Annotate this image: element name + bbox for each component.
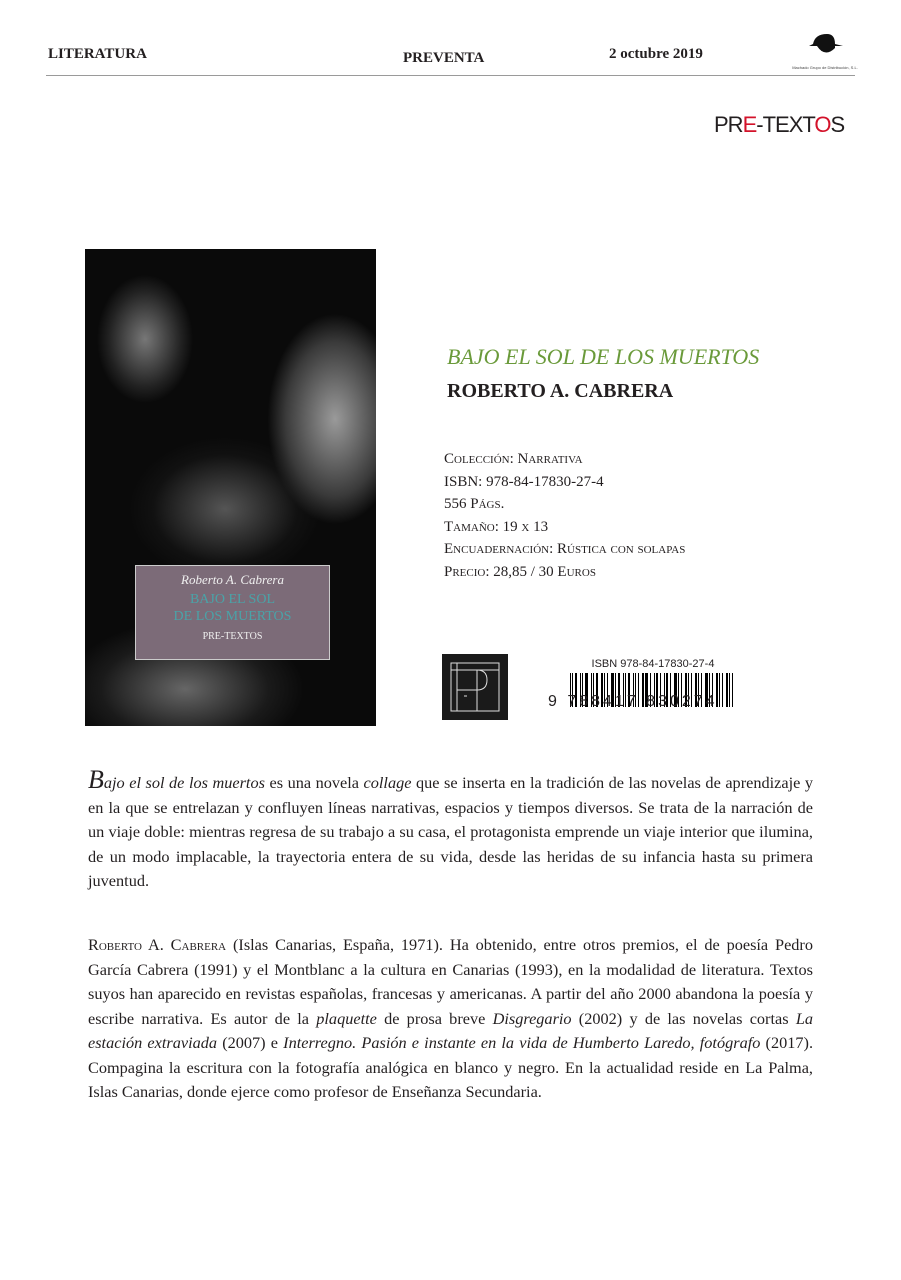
date-label: 2 octubre 2019 [609,46,703,62]
barcode-bar [732,673,733,707]
book-specs [444,448,685,583]
status-label: PREVENTA [403,50,485,66]
cover-publisher: PRE-TEXTOS [202,631,263,642]
book-cover [85,249,376,726]
cover-title-2: DE LOS MUERTOS [173,609,292,624]
spec-price: Precio: 28,85 / 30 Euros [444,563,596,580]
synopsis: Bajo el sol de los muertos es una novela collage que se inserta en la tradición de las novelas de aprendizaje y en la que se entrelazan y confluyen líneas narrativas, espacios y tiempos diversos. Se trata de la narración de un viaje doble: mientras regresa de su trabajo a su casa, el protagonista emprende un viaje interior que ilumina, de un modo implacable, la trayectoria entera de su vida, desde las heridas de su infancia hasta su primera juventud. [88,765,814,890]
spec-binding: Encuadernación: Rústica con solapas [444,541,686,557]
cover-author: Roberto A. Cabrera [181,572,284,587]
pre-textos-emblem-icon [442,654,508,720]
barcode-isbn: ISBN 978-84-17830-27-4 [591,658,715,670]
book-title: BAJO EL SOL DE LOS MUERTOS [447,344,760,369]
hat-man-icon [805,30,845,60]
distributor-name: Machado Grupo de Distribución, S.L. [792,65,858,70]
barcode [548,658,738,711]
book-author: ROBERTO A. CABRERA [447,380,674,402]
spec-isbn: ISBN: 978-84-17830-27-4 [444,473,604,490]
publisher-logo: PRE-TEXTOS [714,112,845,137]
author-bio: Roberto A. Cabrera (Islas Canarias, España, 1971). Ha obtenido, entre otros premios, el de poesía Pedro García Cabrera (1991) y el Montblanc a la cultura en Canarias (1993), en la modalidad de literatura. Textos suyos han aparecido en revistas españolas, francesas y americanas. A partir del año 2000 abandona la poesía y escribe narrativa. Es autor de la plaquette de prosa breve Disgregario (2002) y de las novelas cortas La estación extraviada (2007) e Interregno. Pasión e instante en la vida de Humberto Laredo, fotógrafo (2017). Compagina la escritura con la fotografía analógica en blanco y negro. En la actualidad reside en La Palma, Islas Canarias, donde ejerce como profesor de Enseñanza Secundaria. [88,935,814,1101]
section-label: LITERATURA [48,46,147,62]
barcode-bar [729,673,730,707]
spec-size: Tamaño: 19 x 13 [444,518,549,535]
barcode-bar [719,673,720,707]
barcode-bar [726,673,728,707]
header-rule [46,75,855,76]
cover-title-1: BAJO EL SOL [189,592,276,607]
spec-collection: Colección: Narrativa [444,451,583,467]
spec-pages: 556 Págs. [444,496,505,512]
distributor-logo [790,30,860,70]
cover-label [135,565,330,660]
barcode-digits: 9 788417 830274 [548,693,718,710]
barcode-bar [722,673,723,707]
